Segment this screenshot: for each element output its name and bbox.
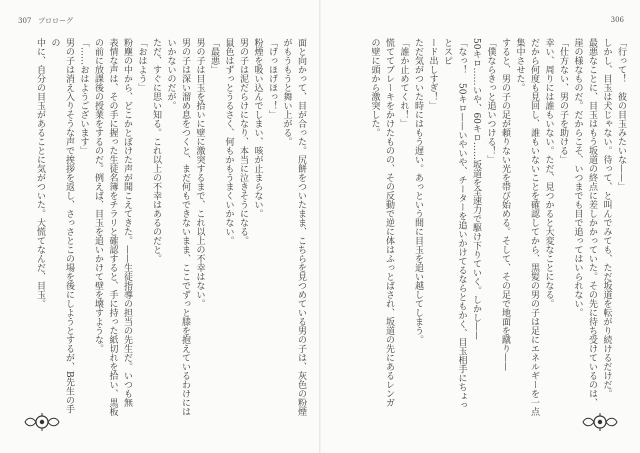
text-line: ード出しすぎ！」 [427,38,438,110]
text-line: の壁に頭から激突した。 [369,38,380,137]
text-line: の前に放課後の授業をするのだ。例えば、目玉を追いかけて壁を壊すような。 [93,38,103,353]
text-line: 「なっ！ 50キロ——いやいや、チーターを追いかけてるならともかく、目玉相手にちょっとスピ [442,38,467,410]
text-line: 男の子は泥だらけになり、本当に泣きそうになる。 [238,38,248,245]
text-line: 慌ててブレーキをかけたものの、その反動で逆に体はふっとばされ、坂道の先にあるレンガ [384,38,394,407]
text-line: 面と向かって、目が合った。尻餅をついたまま、こちらを見つめている男の子は、灰色の粉煙がもうもうと舞い上がる。 [281,38,306,416]
text-line: すると、男の子の足が頼りない光を帯び始める。そして、その足で地面を蹴り—— [500,38,510,371]
text-line: 崖の様なものだ。だからこそ、いつまでも目で追ってはいられない。 [572,38,583,317]
text-line: 集中させた。 [514,38,525,92]
text-line: 粉塵の中から、どこかとぼけた声が聞こえてきた。——生徒指導の担当の先生だ。いつも無 [122,38,132,407]
text-line: 「……おはようございます」 [78,38,89,155]
text-line: 「誰か止めてくれ！」 [398,38,409,128]
text-line: 男の子は消え入りそうな声で挨拶を返し、さっさとこの場を後にしようとするが、B先生の手の [49,38,74,414]
text-line: 「仕方ない、男の子を助ける」 [558,38,568,164]
left-page-number: 307 [18,17,32,25]
text-line: 鼠色はずっとうるさく、何もかもうまくいかない。 [223,38,234,245]
text-line: 男の子は深い溜め息をつくと、まだ何もできないまま、ここでずっと膝を抱えているわけには [180,38,190,416]
text-line: ただ、すぐに思い知る。これ以上の不幸はあるのだと。 [151,38,161,263]
text-line: 「僕ならきっと追いつける！」 [485,38,496,164]
text-line: 粉煙を吸い込んでしまい、咳が止まらない。 [252,38,263,218]
text-line: 表情な声は、その手に握った生徒名簿をチラリと確認すると、手に持った紙切れを拾い、黒板 [107,38,118,416]
text-line: だから何度も見回し、誰もいないことを確認してから、黒髪の男の子は足にエネルギーを一点 [529,38,539,416]
text-line: 最悪なことに、目玉はもう坂道の終点に差しかかっていた。その先に待ち受けているのは、 [587,38,597,407]
right-page-number: 306 [610,16,624,24]
text-line: 「最悪」 [209,38,219,74]
ornament-right-icon [580,412,620,432]
left-page-text [18,38,308,416]
text-line: ただ気がついた時にはもう遅い。あっという間に目玉を追い越してしまう。 [413,38,423,344]
right-page-text [338,38,628,416]
ornament-left-icon [22,412,62,432]
text-line: いかないのだが。 [165,38,176,110]
text-line: 50キロ……いや、60キロ……坂道を全速力で駆け下りていく。しかし—— [471,38,481,340]
text-line: 「げっほげほっ！」 [267,38,277,119]
text-line: 「行って！ 彼の目玉みたいな——」 [616,38,626,191]
left-page-title: プロローグ [38,17,74,25]
text-line: 「おはよう」 [136,38,147,92]
text-line: 中に、自分の目玉があることに気がついた。大慌てなんだ、目玉。 [35,38,45,308]
text-line: 幸い、周りには誰もいない。ただ、見つかると大変なことになる。 [543,38,554,308]
right-page [320,0,640,453]
text-line: しかし、目玉は犬じゃない。待って、と叫んでみても、ただ坂道を転がり続けるだけだ。 [601,38,612,398]
left-running-header [18,16,73,26]
text-line: 男の子は目玉を拾いに壁に激突するまで、これ以上の不幸はない。 [194,38,205,308]
